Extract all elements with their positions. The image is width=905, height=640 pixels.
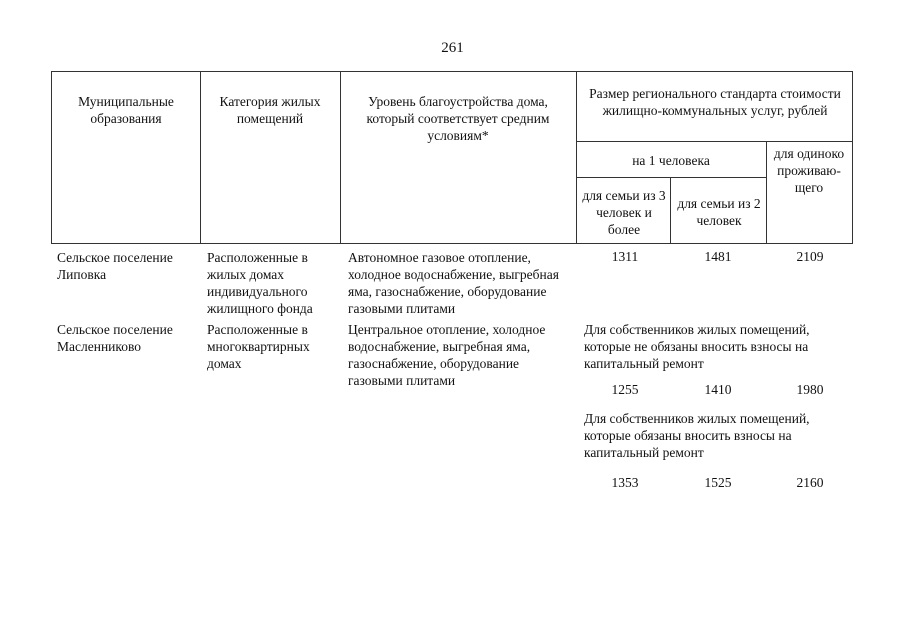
value-family3: 1311 [611,249,639,264]
group-note: Для собственников жилых помещений, которые обязаны вносить взносы на капитальный ремонт [584,411,810,460]
value-family2: 1525 [704,475,732,490]
group-note: Для собственников жилых помещений, которые не обязаны вносить взносы на капитальный ремонт [584,322,810,371]
header-size: Размер регионального стандарта стоимости жилищно-коммунальных услуг, рублей [589,86,841,118]
row-category: Расположенные в жилых домах индивидуального жилищного фонда [207,250,313,316]
row-municipal: Сельское поселение Липовка [57,250,173,282]
row-level: Центральное отопление, холодное водоснабжение, выгребная яма, газоснабжение, оборудование газовыми плитами [348,322,546,388]
header-family2: для семьи из 2 человек [677,196,761,228]
header-level: Уровень благоустройства дома, который соответствует средним условиям* [366,94,550,143]
header-family3: для семьи из 3 человек и более [582,188,666,237]
row-municipal: Сельское поселение Масленниково [57,322,173,354]
row-category: Расположенные в многоквартирных домах [207,322,310,371]
page-number: 261 [441,40,464,56]
value-family2: 1410 [704,382,732,397]
value-family3: 1255 [611,382,639,397]
value-single: 2109 [796,249,824,264]
row-level: Автономное газовое отопление, холодное водоснабжение, выгребная яма, газоснабжение, оборудование газовыми плитами [348,250,559,316]
value-single: 2160 [796,475,824,490]
header-per-person: на 1 человека [632,153,710,168]
header-single: для одиноко проживаю-щего [773,146,845,195]
header-municipal: Муниципальные образования [78,94,174,126]
value-family3: 1353 [611,475,639,490]
value-single: 1980 [796,382,824,397]
header-category: Категория жилых помещений [219,94,321,126]
value-family2: 1481 [704,249,732,264]
